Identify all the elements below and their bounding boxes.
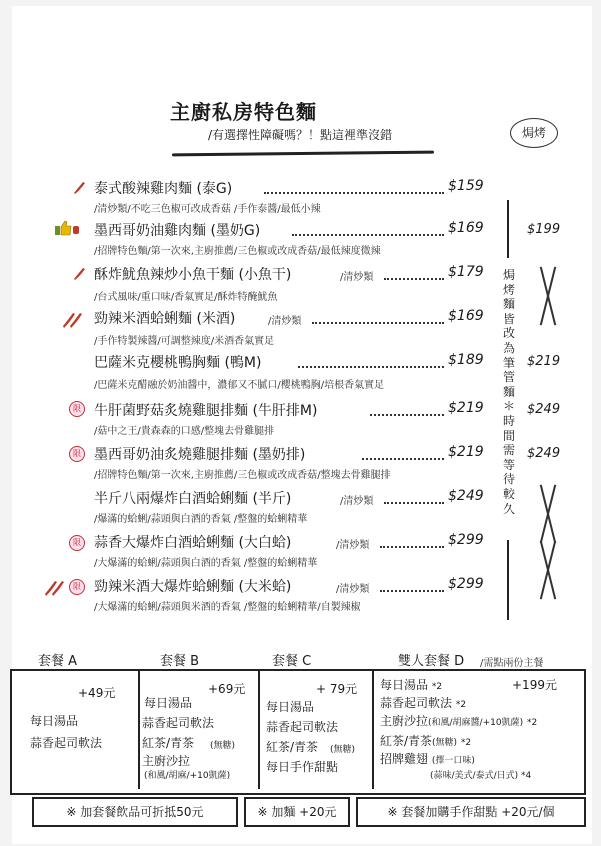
set-a-line: 蒜香起司軟法 xyxy=(30,736,103,750)
chili-icon xyxy=(72,266,86,280)
set-c-price: + 79元 xyxy=(316,682,358,696)
set-b-line: 主廚沙拉 xyxy=(142,754,191,768)
set-b-line: 紅茶/青茶 xyxy=(142,736,195,750)
set-d-note: /需點兩份主餐 xyxy=(480,658,544,669)
set-d-line: 主廚沙拉(和風/胡麻醬/+10凱薩) *2 xyxy=(380,714,538,728)
double-chili-icon xyxy=(62,310,84,328)
set-b-line: 每日湯品 xyxy=(144,696,193,710)
set-a-label: 套餐 A xyxy=(38,654,78,669)
limited-badge-icon: 限 xyxy=(69,579,85,595)
item-tag: /清炒類 xyxy=(336,540,370,551)
set-d-line: 蒜香起司軟法 *2 xyxy=(380,696,467,710)
set-d-line: 紅茶/青茶(無糖) *2 xyxy=(380,734,472,748)
footer-note-noodle: ※ 加麵 +20元 xyxy=(244,797,350,827)
item-name: 勁辣米酒蛤蜊麵 (米酒) xyxy=(94,311,236,327)
item-name: 泰式酸辣雞肉麵 (泰G) xyxy=(94,181,233,197)
page-title: 主廚私房特色麵 xyxy=(170,100,317,124)
page-subtitle: /有選擇性障礙嗎？！點這裡準沒錯 xyxy=(208,128,393,142)
grill-price: $219 xyxy=(527,354,561,369)
set-b-label: 套餐 B xyxy=(160,654,200,669)
set-d-price: +199元 xyxy=(512,678,557,692)
grill-price: $249 xyxy=(527,402,561,417)
item-name: 酥炸魷魚辣炒小魚干麵 (小魚干) xyxy=(94,267,292,283)
grill-separator xyxy=(507,200,509,258)
item-note: /招牌特色麵/第一次來,主廚推薦/三色椒或改成香菇/整塊去骨雞腿排 xyxy=(94,470,391,481)
item-tag: /清炒類 xyxy=(336,584,370,595)
item-name: 巴薩米克櫻桃鴨胸麵 (鴨M) xyxy=(94,355,262,371)
item-tag: /清炒類 xyxy=(268,316,302,327)
item-name: 勁辣米酒大爆炸蛤蜊麵 (大米蛤) xyxy=(94,579,292,595)
item-price: $169 xyxy=(448,220,484,236)
item-name: 牛肝菌野菇炙燒雞腿排麵 (牛肝排M) xyxy=(94,403,318,419)
item-price: $249 xyxy=(448,488,484,504)
item-note: /手作特製辣醬/可調整辣度/米酒香氣實足 xyxy=(94,336,275,347)
set-b-salad-note: (和風/胡麻/+10凱薩) xyxy=(144,771,231,781)
item-note: /巴薩米克醋融於奶油醬中，濃郁又不膩口/櫻桃鴨胸/培根香氣實足 xyxy=(94,380,385,391)
unavailable-mark xyxy=(537,266,559,326)
item-note: /大爆滿的蛤蜊/蒜頭與白酒的香氣 /整盤的蛤蜊精華 xyxy=(94,558,318,569)
item-name: 墨西哥奶油雞肉麵 (墨奶G) xyxy=(94,223,261,239)
set-c-line: 蒜香起司軟法 xyxy=(266,720,339,734)
grill-separator xyxy=(507,540,509,620)
set-d-line: 每日湯品 *2 xyxy=(380,678,443,692)
limited-badge-icon: 限 xyxy=(69,401,85,417)
grill-price: $199 xyxy=(527,222,561,237)
recommend-icon xyxy=(54,220,80,236)
item-note: /菇中之王/貴森森的口感/整塊去骨雞腿排 xyxy=(94,426,275,437)
set-c-line: 每日手作甜點 xyxy=(266,760,339,774)
item-tag: /清炒類 xyxy=(340,496,374,507)
set-c-label: 套餐 C xyxy=(272,654,312,669)
set-a-price: +49元 xyxy=(78,686,116,700)
grill-note: 焗烤麵皆改為筆管麵＊時間需等待較久 xyxy=(502,268,515,516)
item-price: $299 xyxy=(448,576,484,592)
item-price: $179 xyxy=(448,264,484,280)
item-name: 蒜香大爆炸白酒蛤蜊麵 (大白蛤) xyxy=(94,535,292,551)
item-tag: /清炒類 xyxy=(340,272,374,283)
set-d-label: 雙人套餐 D xyxy=(398,654,465,669)
set-b-price: +69元 xyxy=(208,682,246,696)
item-name: 墨西哥奶油炙燒雞腿排麵 (墨奶排) xyxy=(94,447,306,463)
footer-note-dessert: ※ 套餐加購手作甜點 +20元/個 xyxy=(356,797,586,827)
item-note: /爆滿的蛤蜊/蒜頭與白酒的香氣 /整盤的蛤蜊精華 xyxy=(94,514,308,525)
set-b-tea-note: (無糖) xyxy=(210,741,236,751)
item-note: /清炒類/不吃三色椒可改成香菇 /手作泰醬/最低小辣 xyxy=(94,204,321,215)
set-d-wing-flavors: (蒜味/美式/泰式/日式) *4 xyxy=(430,771,532,781)
set-c-line: 每日湯品 xyxy=(266,700,315,714)
item-price: $299 xyxy=(448,532,484,548)
set-d-line: 招牌雞翅 (擇一口味) xyxy=(380,752,475,766)
set-b-line: 蒜香起司軟法 xyxy=(142,716,215,730)
set-c-line: 紅茶/青茶 xyxy=(266,740,319,754)
grill-header: 焗烤 xyxy=(510,118,558,148)
item-price: $189 xyxy=(448,352,484,368)
limited-badge-icon: 限 xyxy=(69,446,85,462)
item-price: $159 xyxy=(448,178,484,194)
unavailable-mark xyxy=(537,540,559,600)
item-note: /台式風味/重口味/香氣實足/酥炸特醃魷魚 xyxy=(94,292,278,303)
footer-note-drink: ※ 加套餐飲品可折抵50元 xyxy=(32,797,238,827)
item-price: $219 xyxy=(448,400,484,416)
item-note: /大爆滿的蛤蜊/蒜頭與米酒的香氣 /整盤的蛤蜊精華/自製辣椒 xyxy=(94,602,361,613)
chili-icon xyxy=(72,180,86,194)
limited-badge-icon: 限 xyxy=(69,535,85,551)
set-c-tea-note: (無糖) xyxy=(330,745,356,755)
item-name: 半斤八兩爆炸白酒蛤蜊麵 (半斤) xyxy=(94,491,292,507)
set-a-line: 每日湯品 xyxy=(30,714,79,728)
item-price: $169 xyxy=(448,308,484,324)
double-chili-icon xyxy=(44,578,68,596)
item-price: $219 xyxy=(448,444,484,460)
grill-price: $249 xyxy=(527,446,561,461)
item-note: /招牌特色麵/第一次來,主廚推薦/三色椒或改成香菇/最低辣度微辣 xyxy=(94,246,381,257)
unavailable-mark xyxy=(537,484,559,544)
